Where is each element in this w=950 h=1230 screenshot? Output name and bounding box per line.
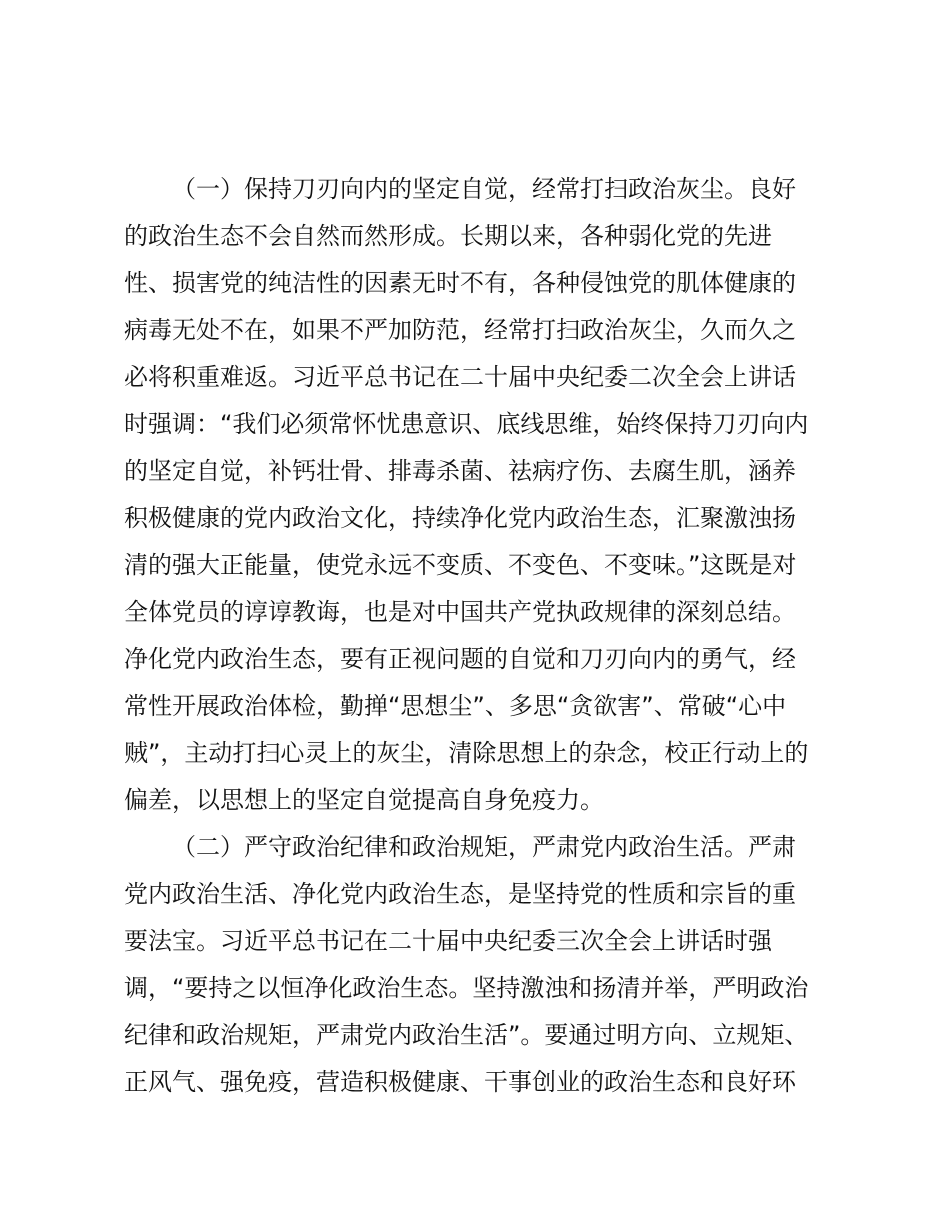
paragraph-1-line-7: 的坚定自觉，补钙壮骨、排毒杀菌、祛病疗伤、去腐生肌，涵养 (124, 457, 796, 485)
paragraph-1-line-5: 必将积重难返。习近平总书记在二十届中央纪委二次全会上讲话 (124, 363, 796, 391)
paragraph-1-line-3: 性、损害党的纯洁性的因素无时不有，各种侵蚀党的肌体健康的 (124, 269, 796, 297)
paragraph-2-line-3: 要法宝。习近平总书记在二十届中央纪委三次全会上讲话时强 (124, 927, 772, 955)
paragraph-1-line-6: 时强调：“我们必须常怀忧患意识、底线思维，始终保持刀刃向内 (124, 410, 809, 438)
paragraph-2-line-5: 纪律和政治规矩，严肃党内政治生活”。要通过明方向、立规矩、 (124, 1021, 809, 1049)
paragraph-2-line-1: （二）严守政治纪律和政治规矩，严肃党内政治生活。严肃 (172, 833, 796, 861)
paragraph-1-line-12: 常性开展政治体检，勤掸“思想尘”、多思“贪欲害”、常破“心中 (124, 692, 787, 720)
paragraph-1-line-10: 全体党员的谆谆教诲，也是对中国共产党执政规律的深刻总结。 (124, 598, 796, 626)
paragraph-1-line-2: 的政治生态不会自然而然形成。长期以来，各种弱化党的先进 (124, 222, 772, 250)
body-text (124, 166, 844, 1106)
paragraph-1-line-1: （一）保持刀刃向内的坚定自觉，经常打扫政治灰尘。良好 (172, 175, 796, 203)
paragraph-1-line-4: 病毒无处不在，如果不严加防范，经常打扫政治灰尘，久而久之 (124, 316, 796, 344)
paragraph-1-line-8: 积极健康的党内政治文化，持续净化党内政治生态，汇聚激浊扬 (124, 504, 796, 532)
paragraph-1-line-14: 偏差，以思想上的坚定自觉提高自身免疫力。 (124, 786, 604, 814)
paragraph-2-line-4: 调，“要持之以恒净化政治生态。坚持激浊和扬清并举，严明政治 (124, 974, 809, 1002)
paragraph-1-line-13: 贼”，主动打扫心灵上的灰尘，清除思想上的杂念，校正行动上的 (124, 739, 809, 767)
paragraph-2-line-2: 党内政治生活、净化党内政治生态，是坚持党的性质和宗旨的重 (124, 880, 796, 908)
paragraph-1-line-9: 清的强大正能量，使党永远不变质、不变色、不变味。”这既是对 (124, 551, 797, 579)
paragraph-1-line-11: 净化党内政治生态，要有正视问题的自觉和刀刃向内的勇气，经 (124, 645, 796, 673)
paragraph-2-line-6: 正风气、强免疫，营造积极健康、干事创业的政治生态和良好环 (124, 1068, 796, 1096)
